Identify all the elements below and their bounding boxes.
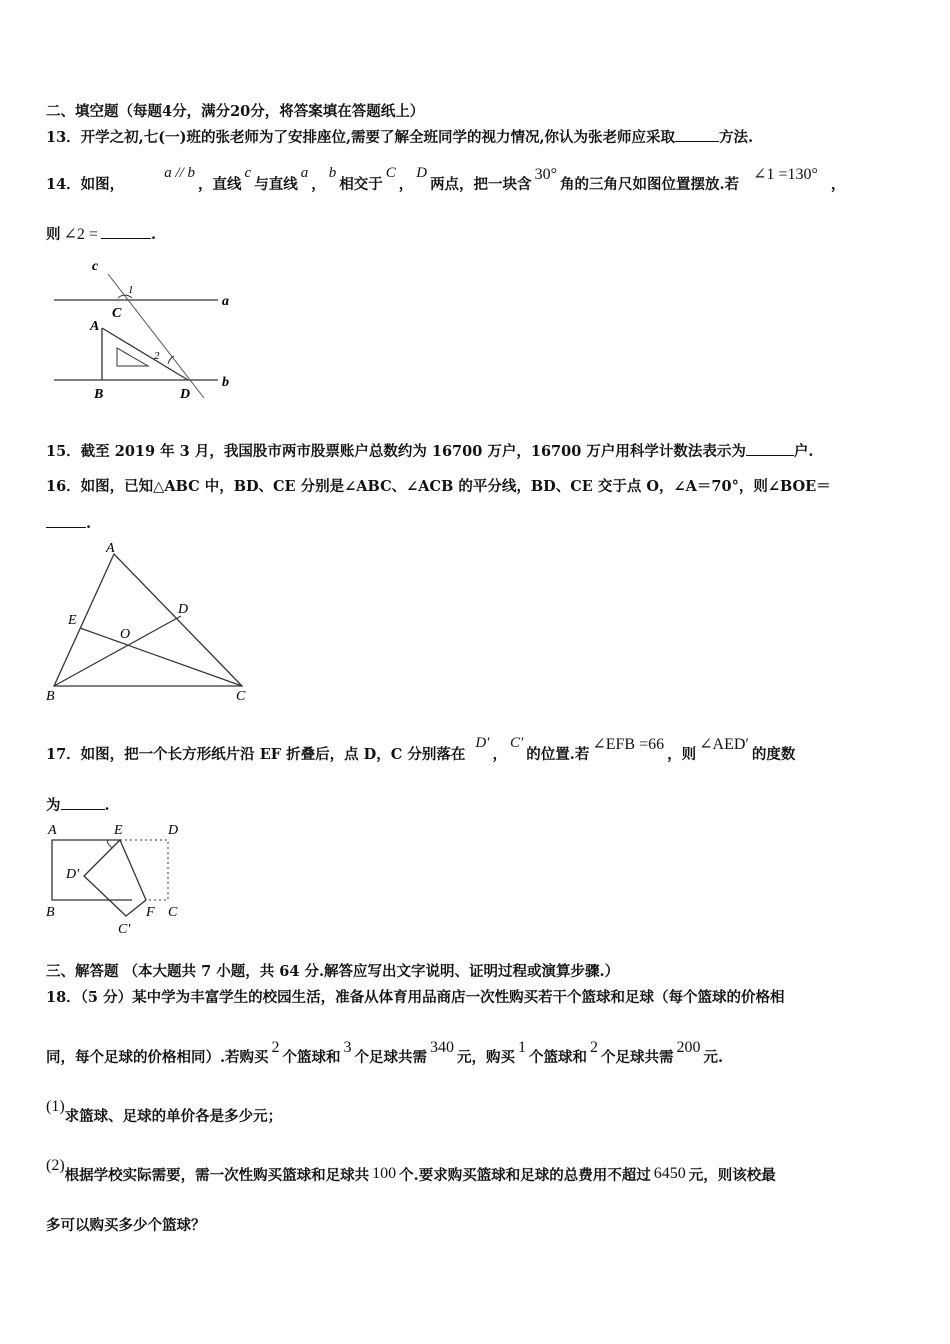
q14-text-5: 相交于	[339, 176, 383, 193]
q15-suffix: 户.	[793, 443, 814, 460]
q14-math-D: D	[416, 165, 428, 181]
q16-answer-blank	[46, 513, 86, 528]
angle-AED-arc	[107, 840, 113, 848]
q18-math-2: 2	[271, 1039, 280, 1056]
q14-text-4: ，	[311, 176, 326, 193]
q18-sub1-number: (1)	[46, 1098, 65, 1115]
q18-math-100: 100	[372, 1165, 397, 1182]
question-14	[46, 165, 846, 195]
fig14-label-2: 2	[154, 350, 160, 362]
fig14-label-b: b	[222, 375, 229, 390]
q17-math-angle-AED: ∠AED′	[699, 736, 749, 753]
question-16	[46, 477, 831, 497]
q14-figure	[40, 252, 250, 402]
q18-text-4: 元，购买	[457, 1049, 516, 1066]
q17-text-5: 的度数	[751, 746, 796, 763]
angle-2-arc	[168, 356, 174, 364]
section-3-title: 三、解答题 （本大题共 7 小题，共 64 分.解答应写出文字说明、证明过程或演算步骤.）	[46, 963, 620, 980]
q18-sub2-text-3: 元，则该校最	[688, 1167, 776, 1184]
fig16-label-B: B	[46, 689, 55, 703]
line-AD	[102, 328, 188, 380]
q14-math-b: b	[328, 165, 337, 181]
segment-CE	[80, 628, 242, 686]
rect-dotted-EDCF	[120, 840, 168, 900]
triangle-inner	[117, 348, 148, 366]
fig16-label-O: O	[120, 627, 131, 642]
q16-text: 16．如图，已知△ABC 中，BD、CE 分别是∠ABC、∠ACB 的平分线，BD、CE 交于点 O，∠A＝70°，则∠BOE＝	[46, 478, 831, 495]
q18-math-200: 200	[676, 1039, 701, 1056]
q18-math-1: 1	[518, 1039, 527, 1056]
q14-text-1: 14．如图，	[46, 176, 125, 193]
q13-suffix: 方法.	[719, 129, 754, 146]
q18-text-2: 个篮球和	[282, 1049, 341, 1066]
q15-text: 15．截至 2019 年 3 月，我国股市两市股票账户总数约为 16700 万户，16700 万户用科学计数法表示为	[46, 443, 746, 460]
q17-line2-prefix: 为	[46, 797, 61, 814]
question-17-line-2	[46, 795, 110, 816]
question-18-sub-2	[46, 1157, 776, 1186]
fig14-label-a: a	[222, 294, 229, 309]
folded-shape	[84, 840, 146, 916]
fig17-label-D: D	[168, 823, 179, 838]
section-2-title: 二、填空题（每题4分，满分20分，将答案填在答题纸上）	[46, 103, 425, 120]
q15-answer-blank	[746, 441, 794, 456]
q13-answer-blank	[675, 127, 719, 142]
q14-text-6: ，	[398, 176, 414, 193]
q14-line2-prefix: 则	[46, 226, 61, 243]
q14-text-8: 角的三角尺如图位置摆放.若	[559, 176, 740, 193]
fig16-label-E: E	[68, 613, 77, 628]
fig16-label-A: A	[106, 541, 115, 556]
triangle-ABC	[54, 554, 242, 686]
q17-text-1: 17．如图，把一个长方形纸片沿 EF 折叠后，点 D，C 分别落在	[46, 746, 466, 763]
question-16-line-2	[46, 513, 91, 534]
q14-answer-blank	[101, 224, 151, 239]
fig17-label-B: B	[46, 905, 55, 920]
q18-sub2-number: (2)	[46, 1157, 65, 1174]
question-18-sub-1	[46, 1098, 283, 1127]
q18-sub2-text-2: 个.要求购买篮球和足球的总费用不超过	[399, 1167, 651, 1184]
fig14-label-c: c	[92, 259, 99, 274]
q14-math-angle-1: ∠1 =130°	[753, 166, 818, 183]
question-18-line-1: 18．（5 分）某中学为丰富学生的校园生活，准备从体育用品商店一次性购买若干个篮球和足球（每个篮球的价格相	[46, 989, 785, 1006]
question-18-sub-2-line-2: 多可以购买多少个篮球？	[46, 1217, 206, 1234]
q17-text-3: 的位置.若	[526, 746, 590, 763]
q14-text-3: 与直线	[254, 176, 298, 193]
q17-math-D-prime: D′	[475, 735, 490, 751]
fig16-label-C: C	[236, 689, 246, 703]
q14-text-2: ，直线	[198, 176, 242, 193]
question-13	[46, 127, 753, 148]
q14-text-7: 两点，把一块含	[430, 176, 532, 193]
q14-text-9: ，	[830, 176, 846, 193]
q14-math-C: C	[385, 165, 396, 181]
q17-math-angle-EFB: ∠EFB =66	[592, 736, 665, 753]
q18-sub1-text: 求篮球、足球的单价各是多少元；	[64, 1108, 283, 1125]
q13-text: 13．开学之初,七(一)班的张老师为了安排座位,需要了解全班同学的视力情况,你认为张老师应采取	[46, 129, 676, 146]
question-18-line-2	[46, 1039, 724, 1068]
q18-text-5: 个篮球和	[529, 1049, 588, 1066]
q18-math-340: 340	[430, 1039, 455, 1056]
q14-math-a: a	[300, 165, 309, 181]
fig17-label-C: C	[168, 905, 178, 920]
q17-figure	[40, 818, 200, 938]
q18-sub2-text-1: 根据学校实际需要，需一次性购买篮球和足球共	[64, 1167, 370, 1184]
q18-math-6450: 6450	[653, 1165, 686, 1182]
q14-math-c: c	[244, 165, 252, 181]
q16-figure	[40, 538, 255, 703]
q18-text-7: 元.	[703, 1049, 724, 1066]
fig17-label-E: E	[114, 823, 123, 838]
q18-text-3: 个足球共需	[354, 1049, 428, 1066]
fig16-label-D: D	[178, 602, 189, 617]
q14-math-angle-2: ∠2 =	[63, 226, 98, 243]
fig14-label-D: D	[180, 387, 191, 402]
fig17-label-A: A	[48, 823, 57, 838]
q17-line2-suffix: .	[104, 797, 110, 814]
q18-math-2b: 2	[590, 1039, 599, 1056]
q17-answer-blank	[61, 795, 105, 810]
fig14-label-A: A	[90, 319, 100, 334]
q14-math-a-parallel-b: a // b	[164, 165, 196, 181]
q17-math-C-prime: C′	[509, 735, 524, 751]
question-17	[46, 735, 796, 765]
q18-text-1: 同，每个足球的价格相同）.若购买	[46, 1049, 269, 1066]
fig17-label-D-prime: D'	[66, 867, 80, 882]
rect-ABFE	[52, 840, 132, 900]
q18-math-3: 3	[343, 1039, 352, 1056]
question-14-line-2	[46, 224, 156, 245]
q18-text-6: 个足球共需	[601, 1049, 674, 1066]
fig17-label-F: F	[146, 905, 155, 920]
question-15	[46, 441, 813, 462]
q14-math-30deg: 30°	[534, 166, 557, 183]
q17-text-2: ，	[492, 746, 507, 763]
fig14-label-1: 1	[128, 284, 134, 296]
q17-text-4: ，则	[667, 746, 697, 763]
q16-line2-suffix: .	[86, 515, 92, 532]
fig17-label-C-prime: C'	[118, 922, 131, 937]
fig14-label-C: C	[112, 306, 122, 321]
q14-line2-suffix: .	[150, 226, 156, 243]
fig14-label-B: B	[94, 387, 104, 402]
